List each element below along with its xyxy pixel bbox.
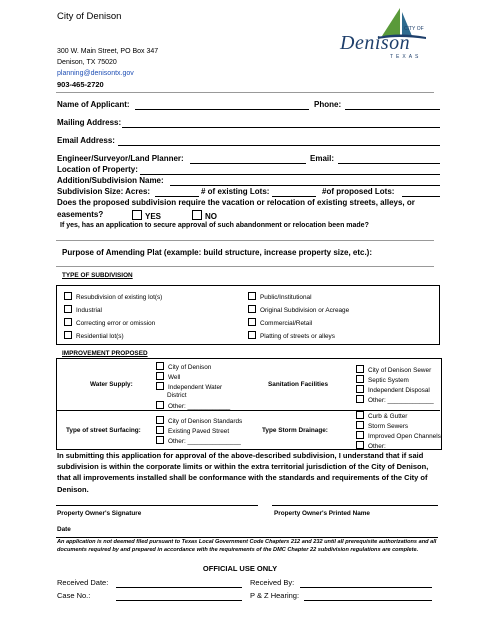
sanitation-option[interactable]: Septic System <box>356 375 409 384</box>
checkbox-icon <box>356 365 364 373</box>
improvement-heading: IMPROVEMENT PROPOSED <box>62 350 148 357</box>
water-label: Water Supply: <box>90 381 133 388</box>
subdivision-option[interactable]: Correcting error or omission <box>64 318 155 327</box>
street-option[interactable]: Other: _______________ <box>156 436 241 445</box>
address-line1: 300 W. Main Street, PO Box 347 <box>57 48 159 55</box>
engineer-label: Engineer/Surveyor/Land Planner: <box>57 154 184 163</box>
easements-label: easements? <box>57 210 104 219</box>
location-label: Location of Property: <box>57 165 138 174</box>
received-by-label: Received By: <box>250 578 295 587</box>
checkbox-icon <box>356 411 364 419</box>
acres-field[interactable] <box>155 196 199 197</box>
storm-option[interactable]: Curb & Gutter <box>356 411 407 420</box>
yes-checkbox[interactable]: YES <box>132 210 161 221</box>
checkbox-icon <box>248 331 256 339</box>
checkbox-icon <box>156 436 164 444</box>
pz-hearing-field[interactable] <box>304 600 432 601</box>
email-link[interactable]: planning@denisontx.gov <box>57 70 134 77</box>
location-field[interactable] <box>140 174 440 175</box>
received-by-field[interactable] <box>300 587 432 588</box>
subdivision-option[interactable]: Commercial/Retail <box>248 318 312 327</box>
received-date-label: Received Date: <box>57 578 109 587</box>
engineer-email-label: Email: <box>310 154 335 163</box>
subdivision-option[interactable]: Original Subdivision or Acreage <box>248 305 349 314</box>
checkbox-icon <box>192 210 202 220</box>
checkbox-icon <box>64 331 72 339</box>
storm-label: Type Storm Drainage: <box>262 427 328 434</box>
storm-option[interactable]: Other: _____________ <box>356 441 434 450</box>
sanitation-option[interactable]: Other: _____________ <box>356 395 434 404</box>
water-option[interactable]: Independent Water <box>156 382 222 391</box>
storm-option[interactable]: Storm Sewers <box>356 421 408 430</box>
street-option[interactable]: City of Denison Standards <box>156 416 242 425</box>
street-label: Type of street Surfacing: <box>66 427 141 434</box>
checkbox-icon <box>156 372 164 380</box>
header-divider <box>56 92 434 93</box>
approval-question: If yes, has an application to secure approval of such abandonment or relocation been made? <box>60 222 369 229</box>
checkbox-icon <box>356 441 364 449</box>
case-no-label: Case No.: <box>57 591 91 600</box>
official-use-heading: OFFICIAL USE ONLY <box>202 564 278 573</box>
approval-field[interactable] <box>56 240 434 241</box>
engineer-field[interactable] <box>190 163 306 164</box>
pz-hearing-label: P & Z Hearing: <box>250 591 300 600</box>
proposed-lots-label: #of proposed Lots: <box>322 187 395 196</box>
checkbox-icon <box>356 431 364 439</box>
proposed-lots-field[interactable] <box>402 196 440 197</box>
email-label: Email Address: <box>57 136 115 145</box>
subdivision-option[interactable]: Industrial <box>64 305 102 314</box>
mailing-label: Mailing Address: <box>57 118 122 127</box>
date-label: Date <box>57 526 71 533</box>
phone-field[interactable] <box>345 109 440 110</box>
purpose-label: Purpose of Amending Plat (example: build structure, increase property size, etc.): <box>62 248 372 257</box>
checkbox-icon <box>64 305 72 313</box>
subdivision-option[interactable]: Public/Institutional <box>248 292 312 301</box>
mailing-field[interactable] <box>122 127 440 128</box>
checkbox-icon <box>248 318 256 326</box>
addition-label: Addition/Subdivision Name: <box>57 176 164 185</box>
water-option[interactable]: Other: ____________ <box>156 401 230 410</box>
checkbox-icon <box>248 292 256 300</box>
water-option-continued: District <box>167 392 187 399</box>
street-option[interactable]: Existing Paved Street <box>156 426 229 435</box>
checkbox-icon <box>156 426 164 434</box>
applicant-field[interactable] <box>135 109 309 110</box>
water-option[interactable]: City of Denison <box>156 362 211 371</box>
existing-lots-field[interactable] <box>272 196 316 197</box>
engineer-email-field[interactable] <box>338 163 440 164</box>
applicant-label: Name of Applicant: <box>57 100 130 109</box>
checkbox-icon <box>132 210 142 220</box>
subdivision-option[interactable]: Platting of streets or alleys <box>248 331 335 340</box>
checkbox-icon <box>64 318 72 326</box>
city-logo: CITY OF Denison TEXAS <box>338 4 438 62</box>
checkbox-icon <box>248 305 256 313</box>
sanitation-option[interactable]: Independent Disposal <box>356 385 430 394</box>
subdivision-option[interactable]: Resubdivision of existing lot(s) <box>64 292 162 301</box>
no-checkbox[interactable]: NO <box>192 210 217 221</box>
phone-label: Phone: <box>314 100 342 109</box>
office-phone: 903-465-2720 <box>57 80 104 89</box>
address-line2: Denison, TX 75020 <box>57 59 117 66</box>
water-option[interactable]: Well <box>156 372 180 381</box>
addition-field[interactable] <box>170 185 440 186</box>
sanitation-option[interactable]: City of Denison Sewer <box>356 365 431 374</box>
checkbox-icon <box>64 292 72 300</box>
checkbox-icon <box>156 362 164 370</box>
city-title: City of Denison <box>57 11 122 22</box>
purpose-field[interactable] <box>56 266 434 267</box>
checkbox-icon <box>356 385 364 393</box>
existing-lots-label: # of existing Lots: <box>201 187 270 196</box>
signature-label: Property Owner's Signature <box>57 510 142 517</box>
storm-option[interactable]: Improved Open Channels <box>356 431 441 440</box>
checkbox-icon <box>356 395 364 403</box>
checkbox-icon <box>156 382 164 390</box>
case-no-field[interactable] <box>116 600 242 601</box>
checkbox-icon <box>356 421 364 429</box>
printed-name-field[interactable] <box>272 505 438 506</box>
size-label: Subdivision Size: Acres: <box>57 187 151 196</box>
signature-field[interactable] <box>56 505 258 506</box>
received-date-field[interactable] <box>116 587 242 588</box>
vacation-question: Does the proposed subdivision require the vacation or relocation of existing streets, alleys, or <box>57 198 415 207</box>
checkbox-icon <box>156 416 164 424</box>
checkbox-icon <box>356 375 364 383</box>
sanitation-label: Sanitation Facilities <box>268 381 329 388</box>
subdivision-heading: TYPE OF SUBDIVISION <box>62 272 133 279</box>
checkbox-icon <box>156 401 164 409</box>
filing-notice: An application is not deemed filed pursuant to Texas Local Government Code Chapters 212 and 232 until all prerequisite authorizations and all documents required by and prepared in accordance with the requirements of the DMC Chapter 22 subdivision regulations are complete. <box>57 539 437 553</box>
printed-name-label: Property Owner's Printed Name <box>274 510 370 517</box>
email-field[interactable] <box>118 145 440 146</box>
certification-text: In submitting this application for approval of the above-described subdivision, I understand that if said subdivision is within the corporate limits or within the extra territorial jurisdiction of the City of Denison, that all improvements installed shall be conformance with the standards and requirements of the City of Denison. <box>57 451 429 494</box>
subdivision-option[interactable]: Residential lot(s) <box>64 331 124 340</box>
